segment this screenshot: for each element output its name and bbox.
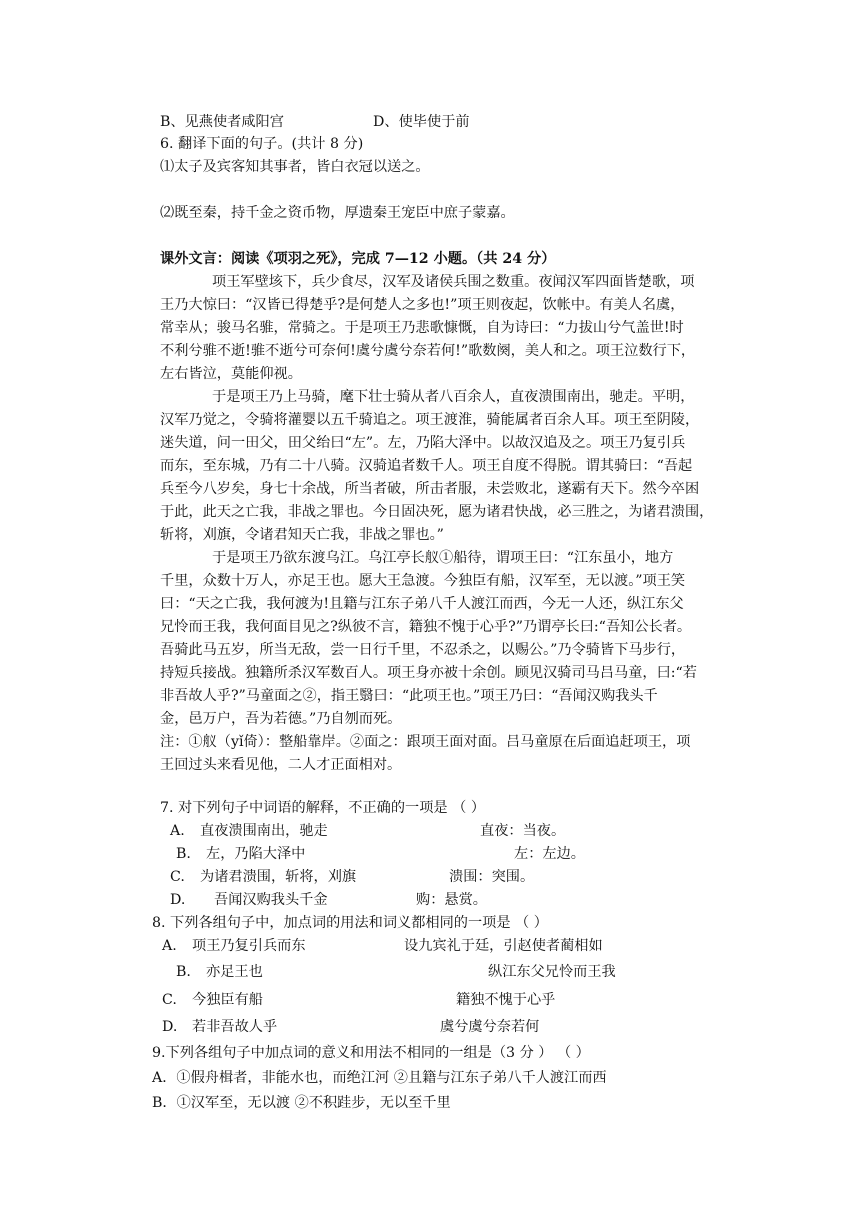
q8-option-left: 若非吾故人乎 bbox=[192, 1019, 278, 1035]
passage-line: 项王军壁垓下，兵少食尽，汉军及诸侯兵围之数重。夜闻汉军四面皆楚歌，项 bbox=[212, 274, 695, 290]
passage-line: 吾骑此马五岁，所当无敌，尝一日行千里，不忍杀之，以赐公。”乃令骑皆下马步行， bbox=[160, 642, 686, 658]
passage-line: 于是项王乃上马骑，麾下壮士骑从者八百余人，直夜溃围南出，驰走。平明， bbox=[212, 389, 695, 405]
footnote-line: 王回过头来看见他，二人才正面相对。 bbox=[160, 757, 402, 773]
q9-option-b: B．①汉军至，无以渡 ②不积跬步，无以至千里 bbox=[152, 1095, 451, 1111]
q9-stem: 9.下列各组句子中加点词的意义和用法不相同的一组是（3 分 ） （ ） bbox=[152, 1045, 590, 1061]
passage-line: 千里，众数十万人，亦足王也。愿大王急渡。今独臣有船，汉军至，无以渡。”项王笑 bbox=[160, 573, 686, 589]
q8-option-right: 虞兮虞兮奈若何 bbox=[440, 1019, 540, 1035]
q8-option-label: B. bbox=[176, 964, 191, 980]
reading-heading: 课外文言：阅读《项羽之死》，完成 7—12 小题。（共 24 分） bbox=[160, 251, 556, 267]
q8-option-label: A. bbox=[162, 938, 177, 954]
q8-option-right: 籍独不愧于心乎 bbox=[456, 992, 556, 1008]
passage-line: 兵至今八岁矣，身七十余战，所当者破，所击者服，未尝败北，遂霸有天下。然今卒困 bbox=[160, 481, 700, 497]
passage-line: 汉军乃觉之，令骑将灌婴以五千骑追之。项王渡淮，骑能属者百余人耳。项王至阴陵， bbox=[160, 412, 700, 428]
passage-line: 持短兵接战。独籍所杀汉军数百人。项王身亦被十余创。顾见汉骑司马吕马童，曰:“若 bbox=[160, 665, 697, 681]
q7-option-label: C. bbox=[170, 869, 185, 885]
q7-option-label: D. bbox=[170, 892, 186, 908]
passage-line: 兄怜而王我，我何面目见之?纵彼不言，籍独不愧于心乎?”乃谓亭长曰:“吾知公长者。 bbox=[160, 619, 692, 635]
q8-option-left: 亦足王也 bbox=[206, 964, 263, 980]
q8-stem: 8. 下列各组句子中，加点词的用法和词义都相同的一项是 （ ） bbox=[152, 915, 548, 931]
passage-line: 常幸从；骏马名骓，常骑之。于是项王乃悲歌慷慨，自为诗曰：“力拔山兮气盖世!时 bbox=[160, 320, 684, 336]
q8-option-right: 纵江东父兄怜而王我 bbox=[488, 964, 616, 980]
q7-option-label: A. bbox=[170, 823, 185, 839]
q7-option-label: B. bbox=[176, 846, 191, 862]
q7-option-sentence: 直夜溃围南出，驰走 bbox=[200, 823, 328, 839]
passage-line: 而东，至东城，乃有二十八骑。汉骑追者数千人。项王自度不得脱。谓其骑曰：“吾起 bbox=[160, 458, 693, 474]
passage-line: 于此，此天之亡我，非战之罪也。今日固决死，愿为诸君快战，必三胜之，为诸君溃围， bbox=[160, 504, 714, 520]
passage-line: 迷失道，问一田父，田父绐曰“左”。左，乃陷大泽中。以故汉追及之。项王乃复引兵 bbox=[160, 435, 686, 451]
q7-option-sentence: 为诸君溃围，斩将，刈旗 bbox=[200, 869, 357, 885]
q8-option-label: D. bbox=[162, 1019, 178, 1035]
q5-option-d: D、使毕使于前 bbox=[373, 114, 470, 130]
passage-line: 非吾故人乎?”马童面之②，指王翳曰：“此项王也。”项王乃曰：“吾闻汉购我头千 bbox=[160, 688, 658, 704]
q8-option-label: C. bbox=[162, 992, 177, 1008]
passage-line: 曰：“天之亡我，我何渡为!且籍与江东子弟八千人渡江而西，今无一人还，纵江东父 bbox=[160, 596, 684, 612]
q8-option-left: 项王乃复引兵而东 bbox=[192, 938, 306, 954]
q7-option-gloss: 购：悬赏。 bbox=[416, 892, 487, 908]
passage-line: 于是项王乃欲东渡乌江。乌江亭长舣①船待，谓项王曰：“江东虽小，地方 bbox=[212, 550, 674, 566]
footnote-line: 注：①舣（yǐ倚）：整船靠岸。②面之：跟项王面对面。吕马童原在后面追赶项王，项 bbox=[160, 734, 691, 750]
q7-option-gloss: 直夜：当夜。 bbox=[480, 823, 566, 839]
q6-sentence-1: ⑴太子及宾客知其事者，皆白衣冠以送之。 bbox=[160, 159, 430, 175]
q5-option-b: B、见燕使者咸阳宫 bbox=[160, 114, 284, 130]
q9-option-a: A．①假舟楫者，非能水也，而绝江河 ②且籍与江东子弟八千人渡江而西 bbox=[152, 1070, 607, 1086]
q7-stem: 7. 对下列句子中词语的解释，不正确的一项是 （ ） bbox=[160, 800, 486, 816]
passage-line: 金，邑万户，吾为若德。”乃自刎而死。 bbox=[160, 711, 402, 727]
q7-option-sentence: 左，乃陷大泽中 bbox=[206, 846, 306, 862]
q8-option-left: 今独臣有船 bbox=[192, 992, 263, 1008]
q8-option-right: 设九宾礼于廷，引赵使者蔺相如 bbox=[404, 938, 603, 954]
passage-line: 不利兮骓不逝!骓不逝兮可奈何!虞兮虞兮奈若何!”歌数阕，美人和之。项王泣数行下， bbox=[160, 343, 696, 359]
q6-sentence-2: ⑵既至秦，持千金之资币物，厚遗秦王宠臣中庶子蒙嘉。 bbox=[160, 205, 515, 221]
passage-line: 左右皆泣，莫能仰视。 bbox=[160, 366, 302, 382]
q6-title: 6. 翻译下面的句子。(共计 8 分) bbox=[160, 136, 364, 152]
q7-option-gloss: 溃围：突围。 bbox=[449, 869, 535, 885]
q7-option-sentence: 吾闻汉购我头千金 bbox=[214, 892, 328, 908]
q7-option-gloss: 左：左边。 bbox=[514, 846, 585, 862]
passage-line: 王乃大惊曰：“汉皆已得楚乎?是何楚人之多也!”项王则夜起，饮帐中。有美人名虞， bbox=[160, 297, 685, 313]
passage-line: 斩将，刈旗，令诸君知天亡我，非战之罪也。” bbox=[160, 527, 444, 543]
